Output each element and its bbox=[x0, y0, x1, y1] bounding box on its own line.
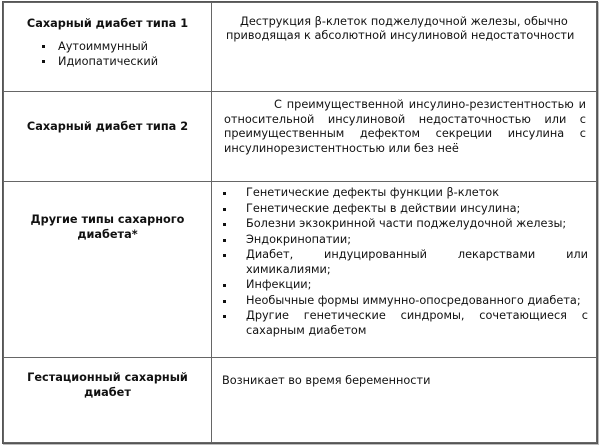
list-item: Другие генетические синдромы, сочетающиеся с сахарным диабетом bbox=[220, 309, 588, 338]
gestational-title: Гестационный сахарный диабет bbox=[27, 371, 188, 399]
table-row-type1 bbox=[4, 3, 597, 92]
type1-description: Деструкция β-клеток поджелудочной железы, обычно приводящая к абсолютной инсулиновой недостаточности bbox=[226, 15, 575, 42]
subtype-autoimmune: Аутоиммунный bbox=[42, 39, 211, 54]
type1-cell bbox=[4, 3, 212, 92]
type2-title: Сахарный диабет типа 2 bbox=[26, 120, 189, 133]
other-types-list-cell bbox=[212, 182, 597, 358]
other-types-title: Другие типы сахарного диабета* bbox=[30, 213, 185, 241]
table-row-other-types bbox=[4, 182, 597, 358]
list-item: Болезни экзокринной части поджелудочной железы; bbox=[220, 217, 588, 232]
list-item: Генетические дефекты функции β-клеток bbox=[220, 186, 588, 201]
gestational-description: Возникает во время беременности bbox=[222, 374, 431, 387]
classification-table-frame bbox=[2, 1, 598, 444]
subtype-idiopathic: Идиопатический bbox=[42, 54, 211, 69]
list-item: Инфекции; bbox=[220, 278, 588, 293]
diabetes-classification-table bbox=[3, 2, 597, 443]
list-item: Генетические дефекты в действии инсулина; bbox=[220, 202, 588, 217]
gestational-description-cell bbox=[212, 358, 597, 443]
type2-cell bbox=[4, 92, 212, 182]
table-row-gestational bbox=[4, 358, 597, 443]
list-item: Необычные формы иммунно-опосредованного диабета; bbox=[220, 294, 588, 309]
type2-description: С преимущественной инсулино-резистентностью и относительной инсулиновой недостаточностью или с преимущественным дефектом секреции инсулина с инсулинорезистентностью или без неё bbox=[224, 98, 586, 155]
type1-subtypes bbox=[4, 39, 211, 69]
table-row-type2 bbox=[4, 92, 597, 182]
type1-title: Сахарный диабет типа 1 bbox=[26, 17, 189, 30]
list-item: Эндокринопатии; bbox=[220, 233, 588, 248]
other-types-cell bbox=[4, 182, 212, 358]
list-item: Диабет, индуцированный лекарствами или химикалиями; bbox=[220, 248, 588, 277]
type2-description-cell bbox=[212, 92, 597, 182]
type1-description-cell bbox=[212, 3, 597, 92]
gestational-cell bbox=[4, 358, 212, 443]
other-types-list bbox=[212, 182, 596, 338]
